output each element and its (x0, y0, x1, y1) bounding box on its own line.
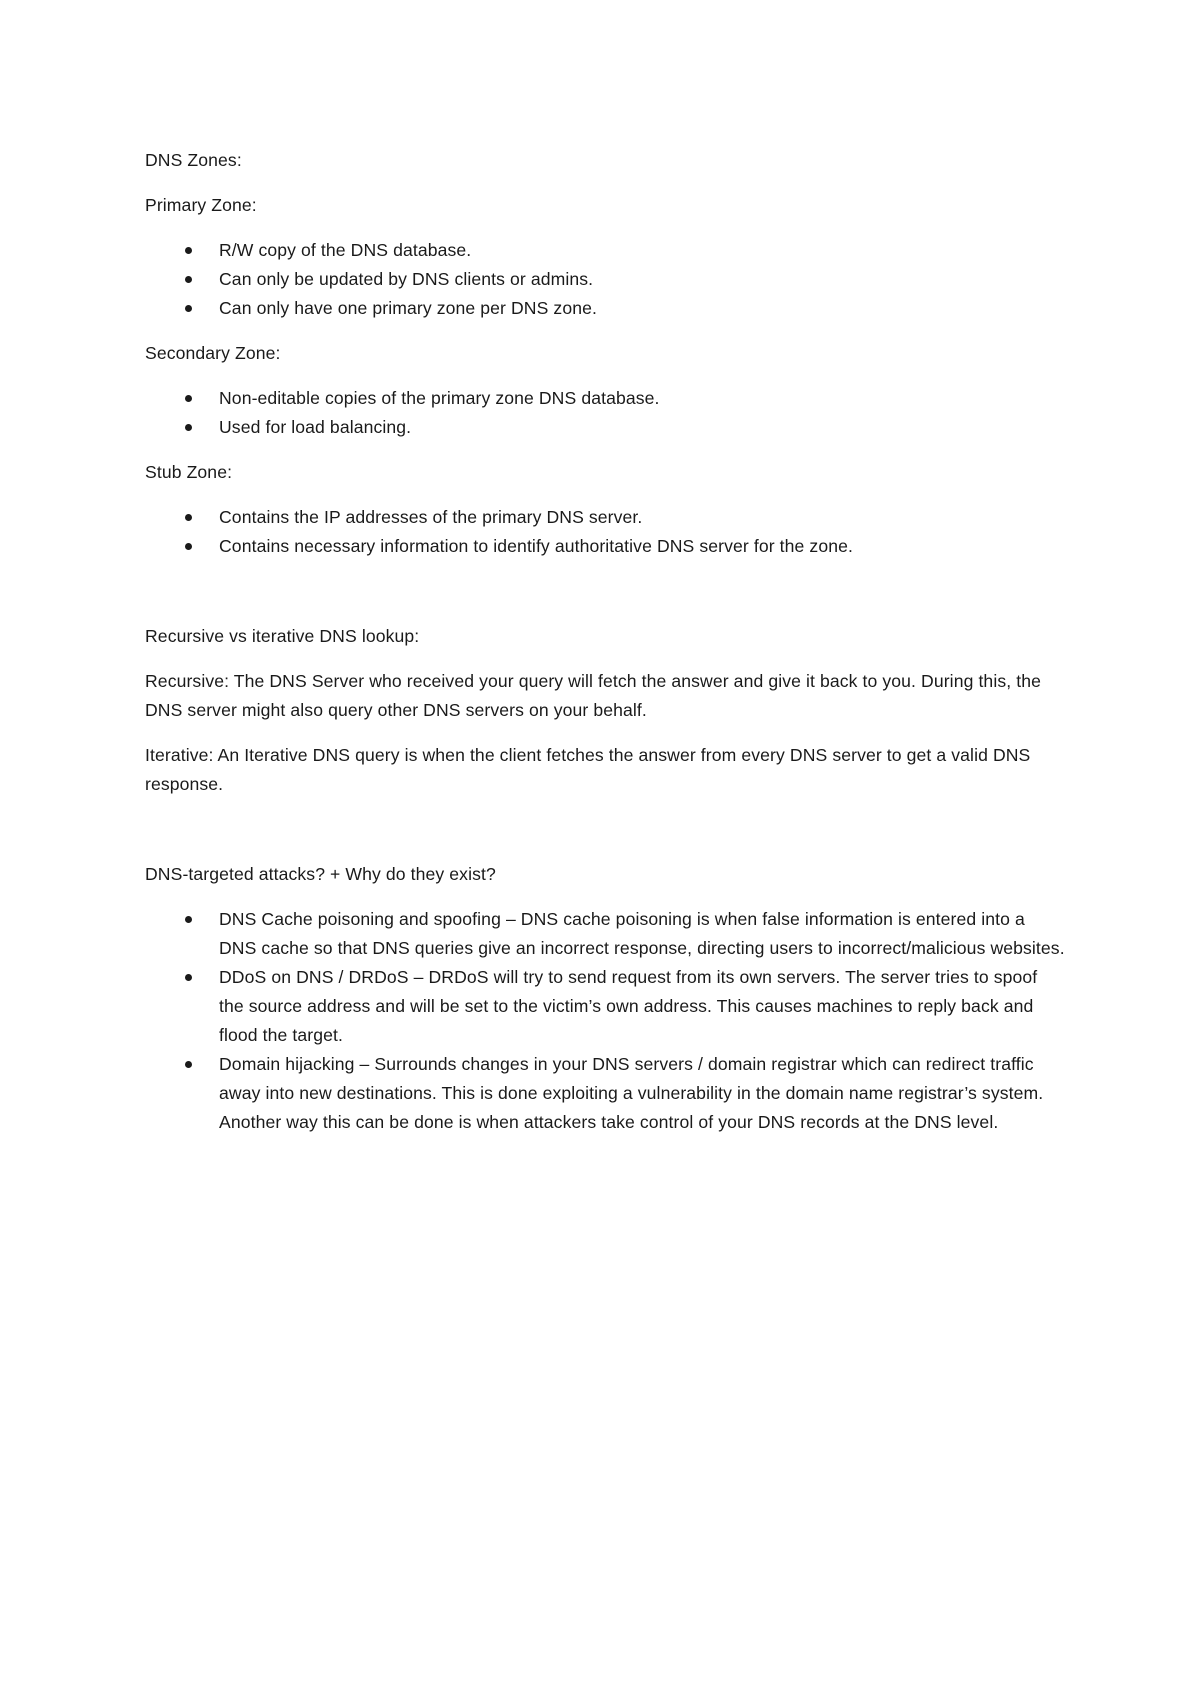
lookup-heading: Recursive vs iterative DNS lookup: (145, 626, 420, 646)
bullet-icon (185, 395, 192, 402)
list-item: Domain hijacking – Surrounds changes in your DNS servers / domain registrar which can redirect traffic away into new destinations. This is done exploiting a vulnerability in the domain name registrar’s system. Another way this can be done is when attackers take control of your DNS records at the DNS level. (145, 1050, 1065, 1137)
attacks-list (145, 905, 1065, 1137)
bullet-icon (185, 974, 192, 981)
bullet-icon (185, 916, 192, 923)
bullet-icon (185, 247, 192, 254)
recursive-paragraph: Recursive: The DNS Server who received your query will fetch the answer and give it back to you. During this, the DNS server might also query other DNS servers on your behalf. (145, 671, 1041, 720)
spacer (145, 815, 1065, 860)
attacks-heading: DNS-targeted attacks? + Why do they exist? (145, 864, 496, 884)
stub-zone-label: Stub Zone: (145, 462, 233, 482)
bullet-icon (185, 276, 192, 283)
list-item: Can only have one primary zone per DNS zone. (145, 294, 1065, 323)
bullet-icon (185, 1061, 192, 1068)
list-item: Contains the IP addresses of the primary DNS server. (145, 503, 1065, 532)
bullet-icon (185, 543, 192, 550)
secondary-zone-list (145, 384, 1065, 442)
list-item: Contains necessary information to identify authoritative DNS server for the zone. (145, 532, 1065, 561)
bullet-icon (185, 424, 192, 431)
list-item: Can only be updated by DNS clients or admins. (145, 265, 1065, 294)
list-item: DNS Cache poisoning and spoofing – DNS cache poisoning is when false information is entered into a DNS cache so that DNS queries give an incorrect response, directing users to incorrect/malicious websites. (145, 905, 1065, 963)
bullet-icon (185, 305, 192, 312)
dns-zones-heading: DNS Zones: (145, 150, 242, 170)
primary-zone-label: Primary Zone: (145, 195, 257, 215)
iterative-paragraph: Iterative: An Iterative DNS query is when the client fetches the answer from every DNS server to get a valid DNS response. (145, 745, 1031, 794)
stub-zone-list (145, 503, 1065, 561)
spacer (145, 577, 1065, 622)
list-item: R/W copy of the DNS database. (145, 236, 1065, 265)
list-item: DDoS on DNS / DRDoS – DRDoS will try to send request from its own servers. The server tries to spoof the source address and will be set to the victim’s own address. This causes machines to reply back and flood the target. (145, 963, 1065, 1050)
primary-zone-list (145, 236, 1065, 323)
bullet-icon (185, 514, 192, 521)
list-item: Used for load balancing. (145, 413, 1065, 442)
document-body (145, 146, 1065, 1153)
secondary-zone-label: Secondary Zone: (145, 343, 281, 363)
list-item: Non-editable copies of the primary zone DNS database. (145, 384, 1065, 413)
